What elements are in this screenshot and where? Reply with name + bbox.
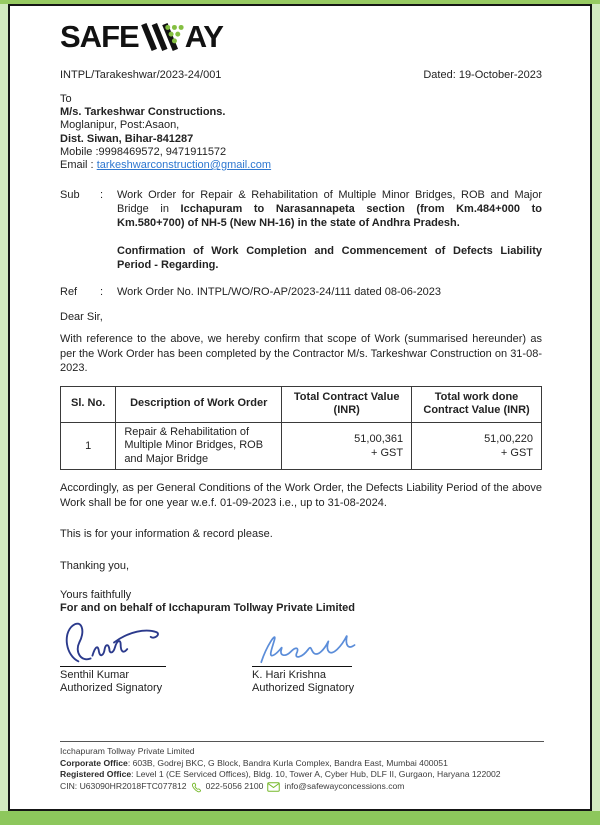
contract-value-amount: 51,00,361 <box>354 432 404 445</box>
corporate-office-label: Corporate Office <box>60 757 128 768</box>
registered-office-label: Registered Office <box>60 769 132 780</box>
col-header-work-done-value: Total work done Contract Value (INR) <box>412 386 542 422</box>
paragraph-information: This is for your information & record please. <box>60 528 273 541</box>
recipient-email-row <box>60 159 542 172</box>
footer-email-link[interactable]: info@safewayconcessions.com <box>284 781 405 792</box>
col-header-description: Description of Work Order <box>116 386 282 422</box>
corporate-office-address: : 603B, Godrej BKC, G Block, Bandra Kurla Complex, Bandra East, Mumbai 400051 <box>127 757 448 768</box>
signature-row <box>60 619 542 695</box>
subject-colon: : <box>100 189 104 202</box>
cell-sl-no: 1 <box>61 422 116 470</box>
letter-ref-number: INTPL/Tarakeshwar/2023-24/001 <box>60 69 222 81</box>
signature-1-line <box>60 666 166 667</box>
signature-1-handwriting <box>60 619 210 666</box>
reference-colon: : <box>100 286 104 299</box>
subject-text-confirmation: Confirmation of Work Completion and Commencement of Defects Liability Period - Regarding. <box>117 245 542 272</box>
signatory-2-name: K. Hari Krishna <box>252 668 326 681</box>
subject-block <box>60 188 542 272</box>
footer-cin: CIN: U63090HR2018FTC077812 <box>60 781 187 792</box>
letter-salutation: Dear Sir, <box>60 311 103 324</box>
subject-text-bold: Icchapuram to Narasannapeta section (from Km.484+000 to Km.580+700) of NH-5 (New NH-16) in the state of Andhra Pradesh. <box>117 203 542 230</box>
logo-w-dots-icon <box>139 23 185 51</box>
bottom-green-bar <box>0 811 600 825</box>
signatory-1-name: Senthil Kumar <box>60 668 130 681</box>
reference-label: Ref <box>60 286 78 299</box>
footer-phone: 022-5056 2100 <box>205 781 264 792</box>
recipient-address <box>60 93 542 172</box>
col-header-contract-value: Total Contract Value (INR) <box>282 386 412 422</box>
subject-text-regular: Work Order for Repair & Rehabilitation of Multiple Minor Bridges, ROB and Major Bridge in <box>117 189 542 216</box>
recipient-name: M/s. Tarkeshwar Constructions. <box>60 106 226 119</box>
cell-description: Repair & Rehabilitation of Multiple Minor Bridges, ROB and Major Bridge <box>116 422 282 470</box>
address-line1: Moglanipur, Post:Asaon, <box>60 119 180 132</box>
table-row <box>61 422 542 470</box>
footer-corporate-office <box>60 758 544 770</box>
signatory-2 <box>252 619 402 695</box>
work-done-gst: + GST <box>500 446 533 459</box>
cell-contract-value <box>282 422 412 470</box>
letterhead-footer <box>60 741 544 793</box>
thanking-you: Thanking you, <box>60 559 130 572</box>
signature-2-handwriting <box>252 619 402 666</box>
work-done-amount: 51,00,220 <box>484 432 533 445</box>
registered-office-address: : Level 1 (CE Serviced Offices), Bldg. 10, Tower A, Cyber Hub, DLF II, Gurgaon, Haryana 122002 <box>131 769 501 780</box>
address-to: To <box>60 93 72 105</box>
table-header-row <box>61 386 542 422</box>
email-envelope-icon <box>267 782 280 792</box>
yours-faithfully: Yours faithfully <box>60 588 132 601</box>
cell-work-done-value <box>412 422 542 470</box>
signatory-1-title: Authorized Signatory <box>60 681 163 694</box>
reference-text: Work Order No. INTPL/WO/RO-AP/2023-24/111 dated 08-06-2023 <box>117 286 442 299</box>
signatory-2-title: Authorized Signatory <box>252 681 355 694</box>
closing-block <box>60 589 542 616</box>
signature-2-line <box>252 666 352 667</box>
logo-text-ay: AY <box>184 19 223 54</box>
col-header-sl-no: Sl. No. <box>61 386 116 422</box>
email-label: Email : <box>60 159 97 172</box>
letter-date: Dated: 19-October-2023 <box>423 69 542 81</box>
letter-page <box>8 4 592 811</box>
subject-label: Sub <box>60 189 80 202</box>
logo-text-safe: SAFE <box>60 19 139 54</box>
signatory-1 <box>60 619 210 695</box>
address-line2: Dist. Siwan, Bihar-841287 <box>60 132 194 145</box>
footer-registered-office <box>60 769 544 781</box>
footer-company-name: Icchapuram Tollway Private Limited <box>60 745 195 756</box>
contract-value-gst: + GST <box>371 446 404 459</box>
recipient-email-link[interactable]: tarkeshwarconstruction@gmail.com <box>96 159 272 172</box>
subject-text <box>117 188 542 272</box>
phone-icon <box>191 782 202 793</box>
reference-block <box>60 285 542 299</box>
footer-cin-row <box>60 781 544 793</box>
work-order-table <box>60 386 542 471</box>
safeway-logo <box>60 20 542 54</box>
on-behalf-line: For and on behalf of Icchapuram Tollway Private Limited <box>60 602 356 615</box>
paragraph-defects-liability: Accordingly, as per General Conditions of the Work Order, the Defects Liability Period of the above Work shall be for one year w.e.f. 01-09-2023 i.e., up to 31-08-2024. <box>60 482 542 509</box>
paragraph-confirmation: With reference to the above, we hereby confirm that scope of Work (summarised hereunder) as per the Work Order has been completed by the Contractor M/s. Tarkeshwar Construction on 31-08-2023. <box>60 333 542 375</box>
recipient-mobile: Mobile :9998469572, 9471911572 <box>60 145 227 158</box>
